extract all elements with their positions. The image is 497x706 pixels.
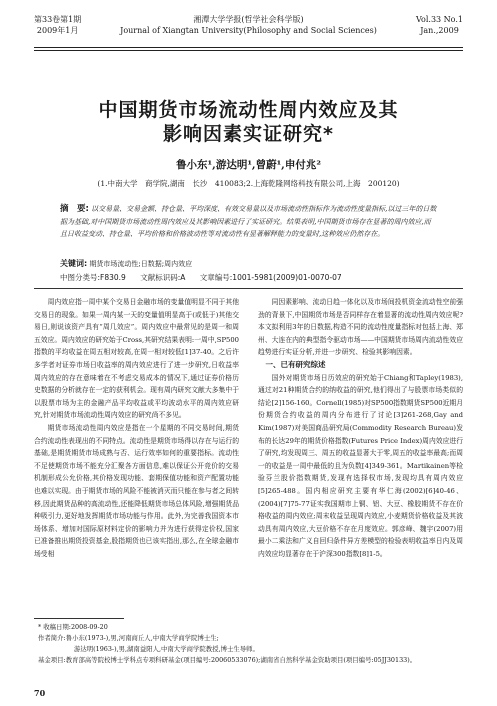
abstract-text: 以交易量、交易金额、持仓量、平均深度、有效交易量以及市场流动性指标作为流动性度量指标,以过三年的日数据为基础,对中国期货市场流动性周内效应及其影响因素进行了实证研究。结果表明,中国期货市场存在显著的周内效应,而且日收益变动、持仓量、平均价格和价格波动性等对流动性有显著解释能力的变量时,这种效应仍然存在。: [60, 205, 437, 238]
footnote-author-1: 作者简介:鲁小东(1973-),男,河南商丘人,中南大学商学院博士生;: [38, 634, 219, 642]
journal-header: [34, 14, 463, 44]
volume-issue-en: Vol.33 No.1: [416, 15, 463, 24]
body-paragraph: 国外对期货市场日历效应的研究始于Chiang和Tapley(1983),通过对21种期货合约的纳收益的研究,他们得出了与股票市场类似的结论[2]156-160。Cornell(1985)对SP500指数期货SP500近期月份期货合约收益的周内分布进行了讨论[3]261-268,Gay and Kim(1987)对美国商品研究局(Commodity Research Bureau)发布的长达29年的期货价格指数(Futures Price Index)周内效应进行了研究,均发现周三、周五的收益显著大于零,周五的收益率最高;而周一的收益是一周中最低的且为负数[4]349-361。Martikainen等检验芬兰股价指数期货,发现有选择权市场,发现均具有周内效应[5]265-488。国内相应研究主要有华仁海(2002)[6]40-46、(2004)[7]75-77证实我国期市上铜、铝、大豆、橡胶期货不存在价格收益的周内效应;周末收益呈现周内效应,小麦期货价格收益及其波动具有周内效应,大豆价格不存在月度效应。郭彦峰、魏宇(2007)用最小二乘法和广义自回归条件异方差模型的检验表明收益率日内及周内效应均显著存在于沪深300指数[8]1-5。: [258, 373, 463, 558]
article-number: 文章编号:1001-5981(2009)01-0070-07: [199, 273, 342, 282]
footnote-author-2: 游达明(1963-),男,湖南益阳人,中南大学商学院教授,博士生导师。: [74, 645, 259, 653]
right-column: [258, 296, 463, 560]
footnote-rule: [34, 618, 124, 619]
abstract: [60, 203, 437, 241]
issue-date-en: Jan.,2009: [420, 26, 459, 35]
paper-title: [40, 98, 457, 146]
footnotes: [38, 622, 463, 666]
journal-name-cn: 湘潭大学学报(哲学社会科学版): [193, 15, 304, 24]
doc-code: 文献标识码:A: [140, 273, 186, 282]
keywords: [60, 258, 437, 269]
page-number: 70: [34, 688, 46, 698]
header-rule: [34, 47, 463, 48]
class-code: 中图分类号:F830.9: [60, 273, 126, 282]
keywords-text: 期货市场流动性;日数据;周内效应: [89, 260, 193, 268]
issue-info-en: [416, 14, 463, 36]
abstract-label: 摘 要:: [60, 204, 89, 214]
title-line-2: 影响因素实证研究*: [163, 123, 334, 145]
journal-name-en: Journal of Xiangtan University(Philosophy and Social Sciences): [120, 26, 377, 35]
body-paragraph: 期货市场流动性周内效应是指在一个星期的不同交易时间,期货合约流动性表现出的不同特点。流动性是期货市场得以存在与运行的基础,是期货期货市场成熟与否、运行效率如何的重要指标。流动性不足使期货市场不能充分汇聚各方面信息,难以保证公开竞价的交易机制形成公允价格,其价格发现功能、套期保值功能和资产配置功能也难以实现。由于期货市场的风险不能被消灭而只能在参与者之间转移,因此期货品种的高流动性,还能降低期货市场总体风险,增强期货品种吸引力,更好地发挥期货市场功能与作用。此外,为完善我国资本市场体系、增加对国际原材料定价的影响力并为进行获得定价权,国家已准备推出期货投资基金,股指期货也已该实指出,那么,在全球金融市场受相: [34, 423, 239, 558]
title-line-1: 中国期货市场流动性周内效应及其: [98, 99, 399, 121]
issue-date: 2009年1月: [36, 26, 79, 35]
classification-line: [60, 272, 437, 283]
left-column: [34, 296, 239, 560]
affiliation: (1.中南大学 商学院,湖南 长沙 410083;2.上海乾隆网络科技有限公司,上海 200120): [97, 179, 400, 188]
header-rule-thin: [34, 50, 463, 51]
body-paragraph: 周内效应指一周中某个交易日金融市场的变量值明显不同于其他交易日的现象。如果一周内某一天的变量值明显高于(或低于)其他交易日,则说该资产具有“周几效应”。周内效应中最常见的是周一和周五效应。周内效应的研究始于Cross,其研究结果表明:一周中,SP500指数的平均收益在周五相对较高,在周一相对较低[1]37-40。之后许多学者对证券市场日收益率的周内效应进行了进一步研究,日收益率周内效应的存在意味着在不考虑交易成本的情况下,通过证券价格历史数据的分析就存在一定的获利机会。现有周内研究文献大多集中于以股票市场为主的金融产品平均收益或平均波动水平的周内效应研究,针对期货市场流动性周内效应的研究尚不多见。: [34, 298, 239, 420]
footnote-received: * 收稿日期:2008-09-20: [38, 623, 108, 631]
body-paragraph: 同因素影响、流动日趋一体化以及市场间投机资金流动性空前强劲的背景下,中国期货市场是否同样存在着显著的流动性周内效应呢?本文拟利用3年的日数据,构造不同的流动性度量指标对包括上海、郑州、大连在内的典型指令驱动市场——中国期货市场周内流动性效应趋势进行实证分析,并进一步研究、检验其影响因素。: [258, 298, 463, 357]
volume-issue: 第33卷第1期: [34, 15, 82, 24]
footnote-funding: 基金项目:教育部高等院校博士学科点专项科研基金(项目编号:20060533076);湖南省自然科学基金资助项目(项目编号:05JJ30133)。: [38, 656, 417, 664]
keywords-label: 关键词:: [60, 259, 88, 268]
section-separator: [34, 288, 463, 289]
authors: 鲁小东¹,游达明¹,曾蔚¹,申付兆²: [176, 159, 321, 171]
section-heading: 一、已有研究综述: [265, 359, 326, 369]
journal-name: [34, 14, 463, 36]
